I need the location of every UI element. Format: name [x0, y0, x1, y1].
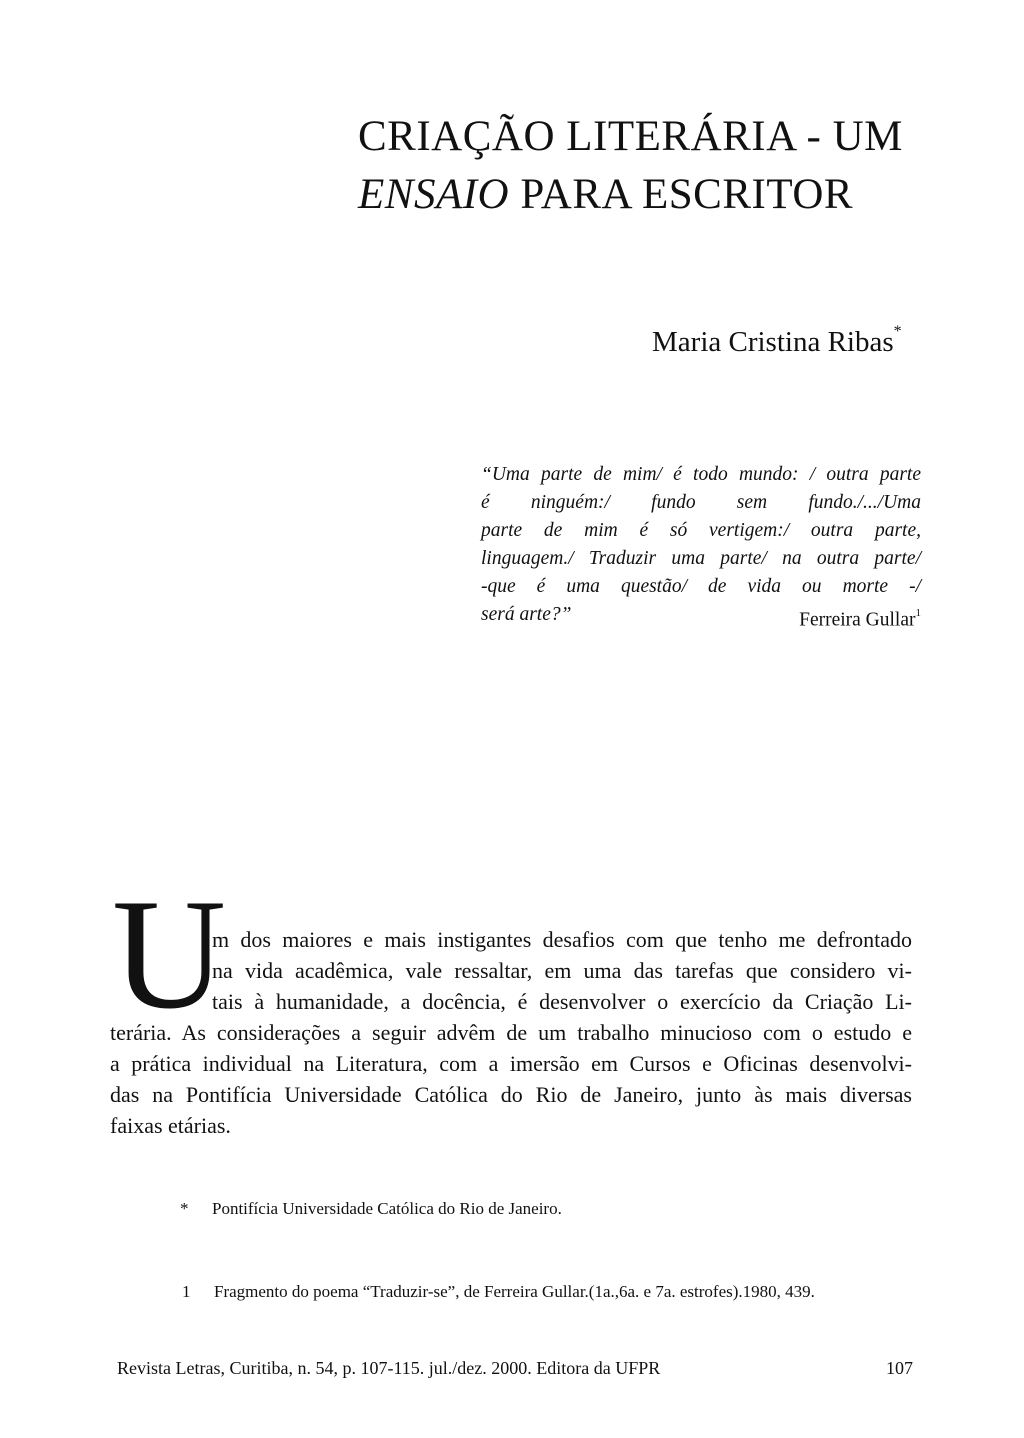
footnote: [182, 1282, 815, 1302]
paragraph-line: faixas etárias.: [110, 1113, 231, 1138]
paragraph-line: terária. As considerações a seguir advêm de um trabalho minucioso com o estudo e: [110, 1020, 912, 1045]
page-footer: [117, 1358, 913, 1379]
title-line-1: CRIAÇÃO LITERÁRIA - UM: [358, 113, 903, 160]
footnote: [180, 1199, 562, 1219]
title-italic-word: ENSAIO: [358, 171, 510, 218]
footnote-mark: *: [180, 1199, 189, 1218]
epigraph-line: “Uma parte de mim/ é todo mundo: / outra parte: [481, 464, 921, 485]
title-line-2: [358, 166, 958, 224]
epigraph: [481, 461, 921, 635]
footnote-text: Fragmento do poema “Traduzir-se”, de Ferreira Gullar.(1a.,6a. e 7a. estrofes).1980, 439.: [214, 1282, 815, 1301]
paragraph-line: m dos maiores e mais instigantes desafios com que tenho me defrontado: [212, 927, 912, 952]
paragraph-line: das na Pontifícia Universidade Católica do Rio de Janeiro, junto às mais diversas: [110, 1082, 912, 1107]
journal-citation: Revista Letras, Curitiba, n. 54, p. 107-115. jul./dez. 2000. Editora da UFPR: [117, 1358, 661, 1378]
author-footnote-mark: *: [893, 323, 902, 341]
epigraph-attribution: [799, 601, 921, 635]
page-number: 107: [886, 1358, 913, 1378]
paragraph-line: tais à humanidade, a docência, é desenvolver o exercício da Criação Li-: [212, 989, 912, 1014]
epigraph-line: parte de mim é só vertigem:/ outra parte,: [481, 520, 921, 541]
epigraph-line: -que é uma questão/ de vida ou morte -/: [481, 576, 921, 597]
title-line-2-rest: PARA ESCRITOR: [509, 171, 854, 218]
epigraph-footnote-mark: 1: [915, 607, 921, 619]
epigraph-last-line: [481, 601, 921, 635]
drop-cap: U: [112, 867, 227, 1042]
body-paragraph: [110, 924, 912, 1141]
article-title: [358, 108, 958, 224]
paragraph-line: na vida acadêmica, vale ressaltar, em uma das tarefas que considero vi-: [212, 958, 912, 983]
paragraph-line: a prática individual na Literatura, com a imersão em Cursos e Oficinas desenvolvi-: [110, 1051, 912, 1076]
epigraph-line: será arte?”: [481, 604, 572, 625]
footnote-mark: 1: [182, 1282, 191, 1301]
epigraph-line: é ninguém:/ fundo sem fundo./.../Uma: [481, 492, 921, 513]
author-name-text: Maria Cristina Ribas: [652, 326, 894, 358]
epigraph-line: linguagem./ Traduzir uma parte/ na outra parte/: [481, 548, 921, 569]
author-name: [652, 323, 902, 359]
epigraph-attribution-text: Ferreira Gullar: [799, 609, 916, 631]
footnote-text: Pontifícia Universidade Católica do Rio de Janeiro.: [212, 1199, 562, 1218]
